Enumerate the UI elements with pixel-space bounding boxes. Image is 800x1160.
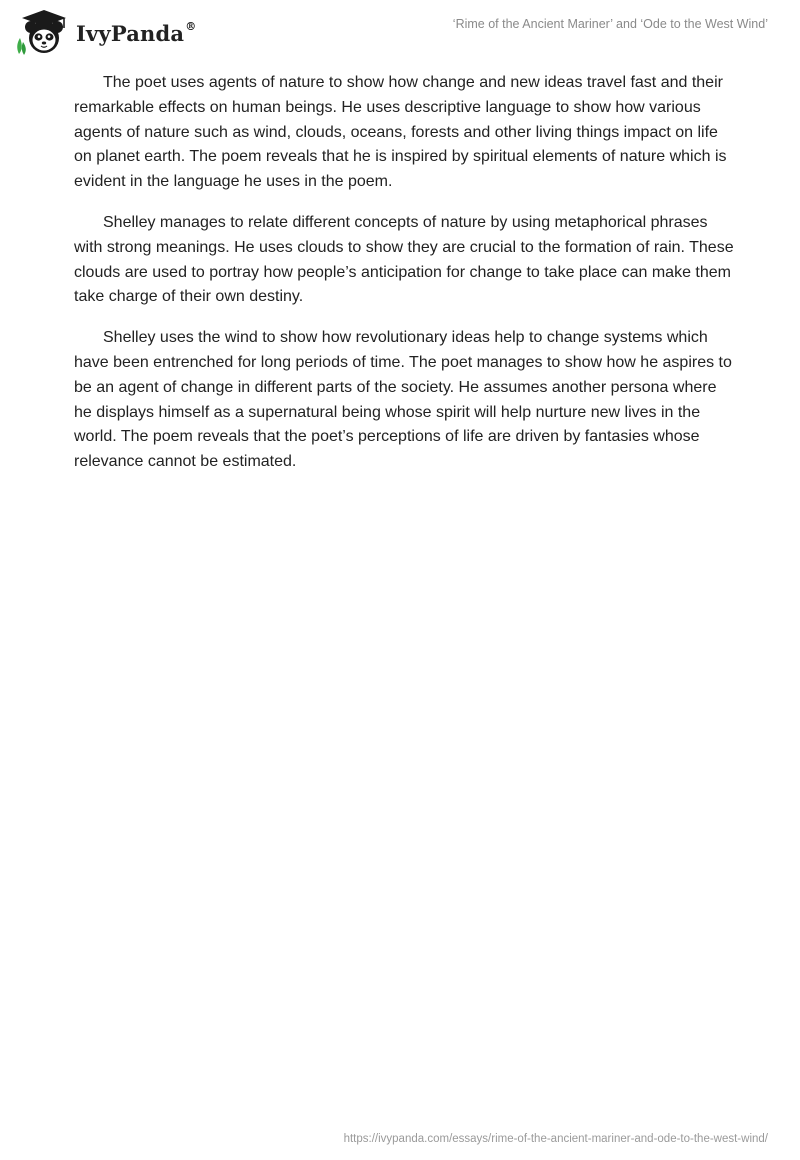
essay-body bbox=[74, 71, 734, 491]
registered-mark: ® bbox=[185, 19, 197, 33]
paragraph: Shelley manages to relate different concepts of nature by using metaphorical phrases with strong meanings. He uses clouds to show they are crucial to the formation of rain. These clouds are used to portray how people’s anticipation for change to take place can make them take charge of their own destiny. bbox=[74, 213, 734, 306]
document-title: ‘Rime of the Ancient Mariner’ and ‘Ode to the West Wind’ bbox=[452, 17, 768, 31]
page-header bbox=[0, 0, 800, 64]
logo-wordmark: IvyPanda® bbox=[76, 19, 197, 46]
source-url[interactable]: https://ivypanda.com/essays/rime-of-the-ancient-mariner-and-ode-to-the-west-wind/ bbox=[343, 1133, 768, 1145]
paragraph: Shelley uses the wind to show how revolutionary ideas help to change systems which have been entrenched for long periods of time. The poet manages to show how he aspires to be an agent of change in different parts of the society. He assumes another persona where he displays himself as a supernatural being whose spirit will help nurture new lives in the world. The poem reveals that the poet’s perceptions of life are driven by fantasies whose relevance cannot be estimated. bbox=[74, 329, 732, 471]
panda-graduate-logo-icon bbox=[14, 8, 70, 56]
paragraph: The poet uses agents of nature to show how change and new ideas travel fast and their remarkable effects on human beings. He uses descriptive language to show how various agents of nature such as wind, clouds, oceans, forests and other living things impact on life on planet earth. The poem reveals that he is inspired by spiritual elements of nature which is evident in the language he uses in the poem. bbox=[74, 74, 727, 191]
ivypanda-logo[interactable] bbox=[14, 8, 196, 56]
